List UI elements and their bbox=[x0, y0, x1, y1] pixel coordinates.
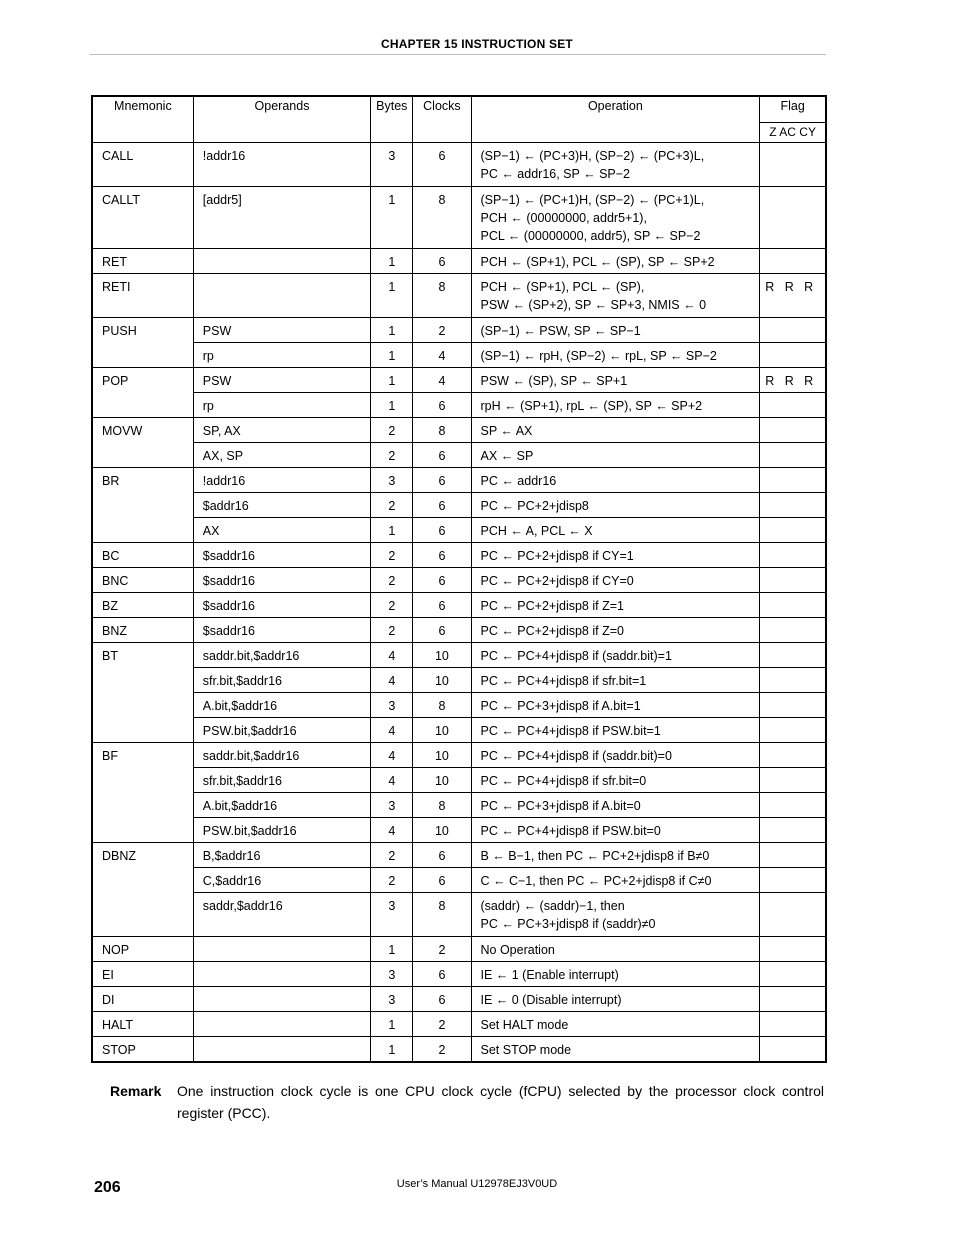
clocks-cell: 8 bbox=[413, 793, 471, 818]
operands-cell: !addr16 bbox=[193, 143, 370, 187]
flag-cell: R R R bbox=[760, 368, 826, 393]
operands-cell: $saddr16 bbox=[193, 568, 370, 593]
operation-line: PC ← PC+4+jdisp8 if (saddr.bit)=0 bbox=[480, 749, 672, 763]
flag-cell bbox=[760, 768, 826, 793]
mnemonic-cell bbox=[92, 343, 193, 368]
bytes-cell: 3 bbox=[371, 143, 413, 187]
flag-cell bbox=[760, 393, 826, 418]
mnemonic-cell: BT bbox=[92, 643, 193, 668]
operation-line: PC ← PC+4+jdisp8 if sfr.bit=1 bbox=[480, 674, 647, 688]
operands-cell: C,$addr16 bbox=[193, 868, 370, 893]
bytes-cell: 4 bbox=[371, 743, 413, 768]
operation-cell bbox=[471, 568, 760, 593]
flag-cell bbox=[760, 643, 826, 668]
clocks-cell: 10 bbox=[413, 668, 471, 693]
clocks-cell: 8 bbox=[413, 893, 471, 937]
operands-cell bbox=[193, 274, 370, 318]
flag-cell bbox=[760, 568, 826, 593]
flag-cell bbox=[760, 1012, 826, 1037]
operation-line: rpH ← (SP+1), rpL ← (SP), SP ← SP+2 bbox=[480, 399, 703, 413]
remark-text: One instruction clock cycle is one CPU clock cycle (fCPU) selected by the processor clock control register (PCC). bbox=[177, 1083, 824, 1121]
mnemonic-cell bbox=[92, 443, 193, 468]
operation-cell bbox=[471, 518, 760, 543]
mnemonic-cell: BF bbox=[92, 743, 193, 768]
bytes-cell: 2 bbox=[371, 618, 413, 643]
table-row bbox=[92, 718, 826, 743]
operation-cell bbox=[471, 187, 760, 249]
table-row bbox=[92, 274, 826, 318]
table-row bbox=[92, 518, 826, 543]
operation-cell bbox=[471, 1037, 760, 1062]
operation-line: PCL ← (00000000, addr5), SP ← SP−2 bbox=[480, 229, 701, 243]
operation-cell bbox=[471, 143, 760, 187]
clocks-cell: 6 bbox=[413, 868, 471, 893]
table-row bbox=[92, 568, 826, 593]
flag-cell bbox=[760, 868, 826, 893]
flag-cell bbox=[760, 618, 826, 643]
mnemonic-cell: CALLT bbox=[92, 187, 193, 249]
clocks-cell: 8 bbox=[413, 693, 471, 718]
operation-line: PC ← addr16, SP ← SP−2 bbox=[480, 167, 630, 181]
operands-cell: saddr.bit,$addr16 bbox=[193, 743, 370, 768]
clocks-cell: 2 bbox=[413, 1012, 471, 1037]
mnemonic-cell: NOP bbox=[92, 937, 193, 962]
operands-cell: B,$addr16 bbox=[193, 843, 370, 868]
flag-cell: R R R bbox=[760, 274, 826, 318]
table-row bbox=[92, 343, 826, 368]
table-row bbox=[92, 443, 826, 468]
bytes-cell: 3 bbox=[371, 793, 413, 818]
clocks-cell: 6 bbox=[413, 443, 471, 468]
bytes-cell: 4 bbox=[371, 718, 413, 743]
table-row bbox=[92, 693, 826, 718]
header-clocks: Clocks bbox=[413, 96, 471, 143]
clocks-cell: 6 bbox=[413, 518, 471, 543]
operation-line: (SP−1) ← PSW, SP ← SP−1 bbox=[480, 324, 641, 338]
mnemonic-cell: CALL bbox=[92, 143, 193, 187]
flag-cell bbox=[760, 418, 826, 443]
clocks-cell: 8 bbox=[413, 418, 471, 443]
table-row bbox=[92, 493, 826, 518]
clocks-cell: 10 bbox=[413, 818, 471, 843]
operation-cell bbox=[471, 418, 760, 443]
bytes-cell: 1 bbox=[371, 343, 413, 368]
operands-cell: $saddr16 bbox=[193, 593, 370, 618]
operation-cell bbox=[471, 718, 760, 743]
table-row bbox=[92, 543, 826, 568]
flag-cell bbox=[760, 1037, 826, 1062]
mnemonic-cell: BZ bbox=[92, 593, 193, 618]
operation-line: PCH ← (SP+1), PCL ← (SP), SP ← SP+2 bbox=[480, 255, 715, 269]
operation-cell bbox=[471, 768, 760, 793]
operands-cell: A.bit,$addr16 bbox=[193, 793, 370, 818]
flag-cell bbox=[760, 343, 826, 368]
flag-cell bbox=[760, 249, 826, 274]
table-row bbox=[92, 868, 826, 893]
operands-cell: PSW bbox=[193, 318, 370, 343]
clocks-cell: 10 bbox=[413, 718, 471, 743]
bytes-cell: 1 bbox=[371, 937, 413, 962]
header-flag: Flag bbox=[760, 96, 826, 123]
flag-cell bbox=[760, 668, 826, 693]
flag-cell bbox=[760, 593, 826, 618]
table-row bbox=[92, 593, 826, 618]
flag-cell bbox=[760, 443, 826, 468]
flag-cell bbox=[760, 318, 826, 343]
operation-line: PC ← PC+4+jdisp8 if (saddr.bit)=1 bbox=[480, 649, 672, 663]
operation-line: Set HALT mode bbox=[480, 1018, 569, 1032]
operands-cell: $addr16 bbox=[193, 493, 370, 518]
header-mnemonic: Mnemonic bbox=[92, 96, 193, 143]
flag-cell bbox=[760, 937, 826, 962]
bytes-cell: 2 bbox=[371, 543, 413, 568]
table-row bbox=[92, 937, 826, 962]
operation-line: PC ← PC+2+jdisp8 if CY=0 bbox=[480, 574, 634, 588]
operation-cell bbox=[471, 893, 760, 937]
operation-cell bbox=[471, 593, 760, 618]
table-row bbox=[92, 793, 826, 818]
chapter-header: CHAPTER 15 INSTRUCTION SET bbox=[381, 37, 573, 51]
header-rule bbox=[90, 54, 826, 55]
mnemonic-cell: EI bbox=[92, 962, 193, 987]
header-operation: Operation bbox=[471, 96, 760, 143]
bytes-cell: 1 bbox=[371, 274, 413, 318]
flag-cell bbox=[760, 187, 826, 249]
operation-line: B ← B−1, then PC ← PC+2+jdisp8 if B≠0 bbox=[480, 849, 710, 863]
bytes-cell: 3 bbox=[371, 693, 413, 718]
operation-cell bbox=[471, 818, 760, 843]
table-row bbox=[92, 143, 826, 187]
bytes-cell: 1 bbox=[371, 249, 413, 274]
mnemonic-cell bbox=[92, 868, 193, 893]
flag-cell bbox=[760, 843, 826, 868]
operands-cell: SP, AX bbox=[193, 418, 370, 443]
clocks-cell: 6 bbox=[413, 568, 471, 593]
operation-cell bbox=[471, 987, 760, 1012]
clocks-cell: 8 bbox=[413, 187, 471, 249]
table-row bbox=[92, 743, 826, 768]
flag-cell bbox=[760, 468, 826, 493]
operands-cell: sfr.bit,$addr16 bbox=[193, 668, 370, 693]
bytes-cell: 3 bbox=[371, 893, 413, 937]
operation-cell bbox=[471, 743, 760, 768]
operands-cell: AX, SP bbox=[193, 443, 370, 468]
operation-cell bbox=[471, 843, 760, 868]
bytes-cell: 1 bbox=[371, 368, 413, 393]
table-row bbox=[92, 1037, 826, 1062]
operation-line: PC ← PC+2+jdisp8 if Z=1 bbox=[480, 599, 624, 613]
operation-cell bbox=[471, 868, 760, 893]
bytes-cell: 2 bbox=[371, 493, 413, 518]
bytes-cell: 3 bbox=[371, 987, 413, 1012]
operands-cell: A.bit,$addr16 bbox=[193, 693, 370, 718]
bytes-cell: 2 bbox=[371, 593, 413, 618]
operands-cell: $saddr16 bbox=[193, 543, 370, 568]
operation-cell bbox=[471, 1012, 760, 1037]
flag-cell bbox=[760, 987, 826, 1012]
operation-line: PC ← PC+4+jdisp8 if sfr.bit=0 bbox=[480, 774, 647, 788]
operation-cell bbox=[471, 962, 760, 987]
flag-cell bbox=[760, 693, 826, 718]
clocks-cell: 6 bbox=[413, 618, 471, 643]
table-row bbox=[92, 893, 826, 937]
operation-line: PC ← PC+3+jdisp8 if A.bit=0 bbox=[480, 799, 641, 813]
table-row bbox=[92, 962, 826, 987]
operands-cell: PSW bbox=[193, 368, 370, 393]
operation-line: PC ← PC+4+jdisp8 if PSW.bit=1 bbox=[480, 724, 661, 738]
bytes-cell: 3 bbox=[371, 468, 413, 493]
mnemonic-cell: BC bbox=[92, 543, 193, 568]
remark bbox=[110, 1080, 824, 1124]
operands-cell bbox=[193, 1037, 370, 1062]
mnemonic-cell: HALT bbox=[92, 1012, 193, 1037]
operands-cell: saddr.bit,$addr16 bbox=[193, 643, 370, 668]
table-row bbox=[92, 618, 826, 643]
clocks-cell: 6 bbox=[413, 843, 471, 868]
operation-line: No Operation bbox=[480, 943, 555, 957]
flag-cell bbox=[760, 793, 826, 818]
operands-cell bbox=[193, 962, 370, 987]
bytes-cell: 2 bbox=[371, 443, 413, 468]
table-row bbox=[92, 843, 826, 868]
table-row bbox=[92, 318, 826, 343]
table-row bbox=[92, 249, 826, 274]
bytes-cell: 1 bbox=[371, 1037, 413, 1062]
bytes-cell: 1 bbox=[371, 518, 413, 543]
page-number: 206 bbox=[94, 1179, 121, 1196]
bytes-cell: 4 bbox=[371, 643, 413, 668]
bytes-cell: 1 bbox=[371, 318, 413, 343]
operation-cell bbox=[471, 468, 760, 493]
mnemonic-cell bbox=[92, 818, 193, 843]
flag-cell bbox=[760, 743, 826, 768]
mnemonic-cell: DBNZ bbox=[92, 843, 193, 868]
operation-cell bbox=[471, 493, 760, 518]
bytes-cell: 1 bbox=[371, 1012, 413, 1037]
operation-line: PC ← PC+3+jdisp8 if A.bit=1 bbox=[480, 699, 641, 713]
bytes-cell: 2 bbox=[371, 868, 413, 893]
remark-label: Remark bbox=[110, 1083, 162, 1099]
table-row bbox=[92, 368, 826, 393]
clocks-cell: 2 bbox=[413, 318, 471, 343]
operands-cell bbox=[193, 987, 370, 1012]
operands-cell bbox=[193, 937, 370, 962]
table-row bbox=[92, 818, 826, 843]
bytes-cell: 2 bbox=[371, 568, 413, 593]
mnemonic-cell: BNC bbox=[92, 568, 193, 593]
operation-cell bbox=[471, 249, 760, 274]
operation-line: Set STOP mode bbox=[480, 1043, 572, 1057]
mnemonic-cell bbox=[92, 768, 193, 793]
operation-line: PSW ← (SP), SP ← SP+1 bbox=[480, 374, 628, 388]
bytes-cell: 3 bbox=[371, 962, 413, 987]
clocks-cell: 10 bbox=[413, 768, 471, 793]
operation-line: (SP−1) ← rpH, (SP−2) ← rpL, SP ← SP−2 bbox=[480, 349, 717, 363]
clocks-cell: 6 bbox=[413, 593, 471, 618]
operation-cell bbox=[471, 443, 760, 468]
mnemonic-cell bbox=[92, 493, 193, 518]
mnemonic-cell bbox=[92, 393, 193, 418]
instruction-rows bbox=[92, 143, 826, 1062]
operation-cell bbox=[471, 318, 760, 343]
clocks-cell: 6 bbox=[413, 143, 471, 187]
operation-cell bbox=[471, 668, 760, 693]
operation-cell bbox=[471, 543, 760, 568]
flag-cell bbox=[760, 493, 826, 518]
table-row bbox=[92, 468, 826, 493]
mnemonic-cell: BNZ bbox=[92, 618, 193, 643]
operands-cell: PSW.bit,$addr16 bbox=[193, 818, 370, 843]
operation-line: (saddr) ← (saddr)−1, then bbox=[480, 899, 625, 913]
mnemonic-cell: STOP bbox=[92, 1037, 193, 1062]
mnemonic-cell bbox=[92, 668, 193, 693]
mnemonic-cell: MOVW bbox=[92, 418, 193, 443]
operation-line: PC ← PC+2+jdisp8 bbox=[480, 499, 589, 513]
bytes-cell: 4 bbox=[371, 668, 413, 693]
clocks-cell: 6 bbox=[413, 493, 471, 518]
flag-cell bbox=[760, 543, 826, 568]
header-flag-sub: Z AC CY bbox=[760, 123, 826, 143]
table-row bbox=[92, 668, 826, 693]
clocks-cell: 6 bbox=[413, 987, 471, 1012]
operation-cell bbox=[471, 693, 760, 718]
bytes-cell: 1 bbox=[371, 187, 413, 249]
mnemonic-cell: BR bbox=[92, 468, 193, 493]
flag-cell bbox=[760, 962, 826, 987]
mnemonic-cell: PUSH bbox=[92, 318, 193, 343]
operands-cell: saddr,$addr16 bbox=[193, 893, 370, 937]
operation-line: PC ← addr16 bbox=[480, 474, 557, 488]
operands-cell: rp bbox=[193, 393, 370, 418]
operation-line: PC ← PC+2+jdisp8 if CY=1 bbox=[480, 549, 634, 563]
clocks-cell: 4 bbox=[413, 343, 471, 368]
operands-cell bbox=[193, 249, 370, 274]
operands-cell: rp bbox=[193, 343, 370, 368]
table-row bbox=[92, 1012, 826, 1037]
clocks-cell: 6 bbox=[413, 543, 471, 568]
mnemonic-cell bbox=[92, 518, 193, 543]
operation-cell bbox=[471, 393, 760, 418]
clocks-cell: 6 bbox=[413, 393, 471, 418]
mnemonic-cell bbox=[92, 793, 193, 818]
operation-line: PC ← PC+4+jdisp8 if PSW.bit=0 bbox=[480, 824, 661, 838]
operation-cell bbox=[471, 793, 760, 818]
mnemonic-cell bbox=[92, 693, 193, 718]
operation-line: C ← C−1, then PC ← PC+2+jdisp8 if C≠0 bbox=[480, 874, 712, 888]
operands-cell: AX bbox=[193, 518, 370, 543]
mnemonic-cell bbox=[92, 893, 193, 937]
bytes-cell: 1 bbox=[371, 393, 413, 418]
operation-line: PCH ← A, PCL ← X bbox=[480, 524, 593, 538]
operation-line: PC ← PC+3+jdisp8 if (saddr)≠0 bbox=[480, 917, 656, 931]
operands-cell bbox=[193, 1012, 370, 1037]
clocks-cell: 10 bbox=[413, 743, 471, 768]
operation-line: AX ← SP bbox=[480, 449, 534, 463]
bytes-cell: 4 bbox=[371, 768, 413, 793]
flag-cell bbox=[760, 518, 826, 543]
operation-line: IE ← 1 (Enable interrupt) bbox=[480, 968, 619, 982]
clocks-cell: 6 bbox=[413, 249, 471, 274]
mnemonic-cell: RET bbox=[92, 249, 193, 274]
table-row bbox=[92, 418, 826, 443]
operation-cell bbox=[471, 643, 760, 668]
instruction-table bbox=[91, 95, 827, 1063]
operation-line: PSW ← (SP+2), SP ← SP+3, NMIS ← 0 bbox=[480, 298, 707, 312]
flag-cell bbox=[760, 818, 826, 843]
operation-line: SP ← AX bbox=[480, 424, 533, 438]
header-operands: Operands bbox=[193, 96, 370, 143]
table-row bbox=[92, 187, 826, 249]
table-row bbox=[92, 768, 826, 793]
operands-cell: PSW.bit,$addr16 bbox=[193, 718, 370, 743]
operation-line: PCH ← (SP+1), PCL ← (SP), bbox=[480, 280, 645, 294]
clocks-cell: 6 bbox=[413, 962, 471, 987]
mnemonic-cell: DI bbox=[92, 987, 193, 1012]
clocks-cell: 4 bbox=[413, 368, 471, 393]
operation-cell bbox=[471, 274, 760, 318]
clocks-cell: 2 bbox=[413, 937, 471, 962]
operation-cell bbox=[471, 368, 760, 393]
operation-cell bbox=[471, 618, 760, 643]
flag-cell bbox=[760, 893, 826, 937]
clocks-cell: 8 bbox=[413, 274, 471, 318]
clocks-cell: 2 bbox=[413, 1037, 471, 1062]
table-row bbox=[92, 393, 826, 418]
operands-cell: sfr.bit,$addr16 bbox=[193, 768, 370, 793]
operation-line: (SP−1) ← (PC+3)H, (SP−2) ← (PC+3)L, bbox=[480, 149, 705, 163]
operands-cell: [addr5] bbox=[193, 187, 370, 249]
operation-line: PC ← PC+2+jdisp8 if Z=0 bbox=[480, 624, 624, 638]
flag-cell bbox=[760, 718, 826, 743]
table-row bbox=[92, 643, 826, 668]
clocks-cell: 6 bbox=[413, 468, 471, 493]
operation-line: (SP−1) ← (PC+1)H, (SP−2) ← (PC+1)L, bbox=[480, 193, 705, 207]
operands-cell: !addr16 bbox=[193, 468, 370, 493]
mnemonic-cell: POP bbox=[92, 368, 193, 393]
footer-manual: User’s Manual U12978EJ3V0UD bbox=[396, 1178, 558, 1190]
flag-cell bbox=[760, 143, 826, 187]
operation-cell bbox=[471, 937, 760, 962]
operation-line: IE ← 0 (Disable interrupt) bbox=[480, 993, 622, 1007]
header-bytes: Bytes bbox=[371, 96, 413, 143]
bytes-cell: 2 bbox=[371, 418, 413, 443]
mnemonic-cell bbox=[92, 718, 193, 743]
operands-cell: $saddr16 bbox=[193, 618, 370, 643]
bytes-cell: 2 bbox=[371, 843, 413, 868]
clocks-cell: 10 bbox=[413, 643, 471, 668]
operation-cell bbox=[471, 343, 760, 368]
bytes-cell: 4 bbox=[371, 818, 413, 843]
mnemonic-cell: RETI bbox=[92, 274, 193, 318]
table-row bbox=[92, 987, 826, 1012]
operation-line: PCH ← (00000000, addr5+1), bbox=[480, 211, 647, 225]
